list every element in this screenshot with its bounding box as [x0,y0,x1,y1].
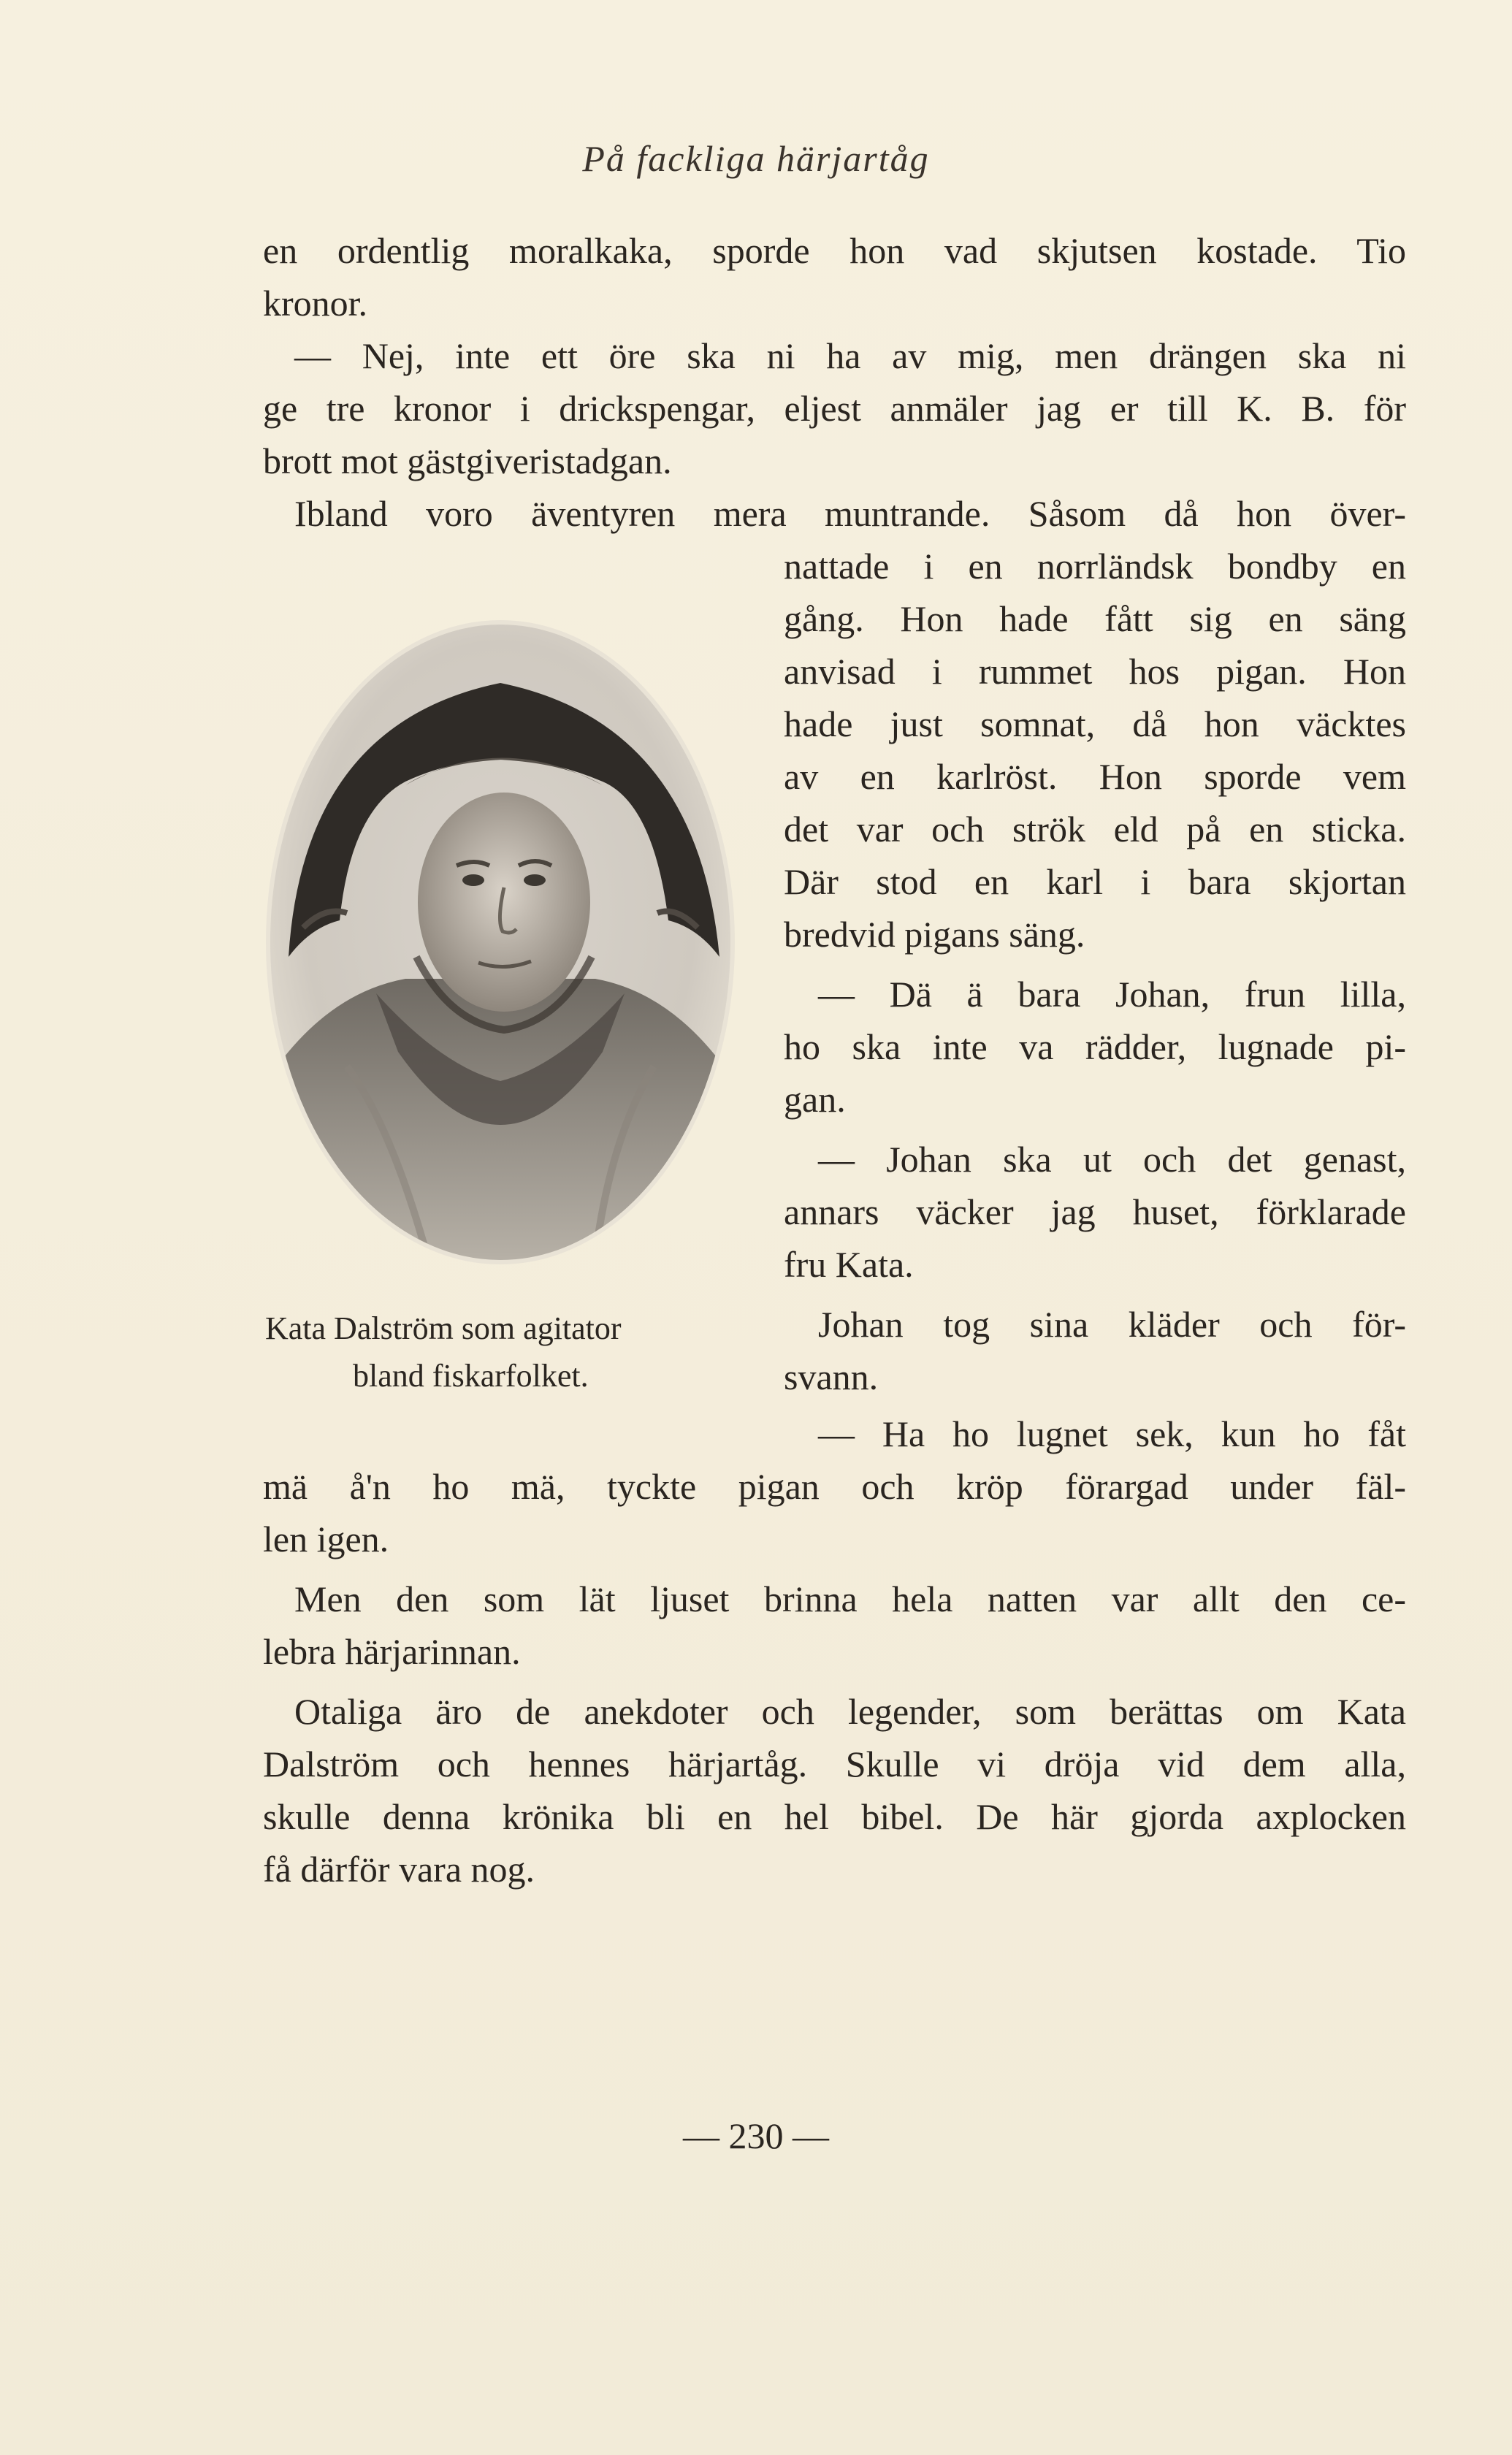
text-line: skulle denna krönika bli en hel bibel. De här gjorda axplocken [263,1796,1406,1837]
text-line: gång. Hon hade fått sig en säng [784,598,1406,639]
portrait-illustration [259,614,741,1271]
text-line: annars väcker jag huset, förklarade [784,1191,1406,1232]
text-line: Otaliga äro de anekdoter och legender, som berättas om Kata [294,1691,1406,1732]
text-line: mä å'n ho mä, tyckte pigan och kröp förargad under fäl- [263,1466,1406,1507]
text-line: av en karlröst. Hon sporde vem [784,756,1406,797]
page-number: — 230 — [683,2115,829,2156]
text-line: få därför vara nog. [263,1849,535,1890]
text-line: brott mot gästgiveristadgan. [263,440,672,481]
text-line: ho ska inte va rädder, lugnade pi- [784,1026,1406,1067]
text-line: lebra härjarinnan. [263,1631,521,1672]
text-line: gan. [784,1079,846,1120]
text-line: det var och strök eld på en sticka. [784,809,1406,849]
text-line: Där stod en karl i bara skjortan [784,861,1406,902]
text-line: Johan tog sina kläder och för- [818,1304,1406,1345]
text-line: fru Kata. [784,1244,914,1285]
text-line: Men den som lät ljuset brinna hela natten var allt den ce- [294,1578,1406,1619]
text-line: hade just somnat, då hon väcktes [784,703,1406,744]
text-line: — Dä ä bara Johan, frun lilla, [818,974,1406,1015]
text-line: svann. [784,1356,879,1397]
text-line: anvisad i rummet hos pigan. Hon [784,651,1406,692]
portrait-photo [259,614,741,1271]
text-line: en ordentlig moralkaka, sporde hon vad skjutsen kostade. Tio [263,230,1406,271]
photo-caption-line1: Kata Dalström som agitator [265,1310,622,1346]
text-line: kronor. [263,283,368,324]
text-line: — Johan ska ut och det genast, [818,1139,1406,1180]
text-line: — Nej, inte ett öre ska ni ha av mig, men drängen ska ni [294,335,1406,376]
text-line: Dalström och hennes härjartåg. Skulle vi dröja vid dem alla, [263,1744,1406,1784]
running-head: På fackliga härjartåg [582,138,930,179]
text-line: — Ha ho lugnet sek, kun ho fåt [818,1413,1406,1454]
text-line: Ibland voro äventyren mera muntrande. Såsom då hon över- [294,493,1406,534]
photo-caption-line2: bland fiskarfolket. [353,1358,589,1394]
text-line: len igen. [263,1519,389,1559]
text-line: ge tre kronor i drickspengar, eljest anmäler jag er till K. B. för [263,388,1406,429]
text-line: bredvid pigans säng. [784,914,1085,955]
text-line: nattade i en norrländsk bondby en [784,546,1406,587]
